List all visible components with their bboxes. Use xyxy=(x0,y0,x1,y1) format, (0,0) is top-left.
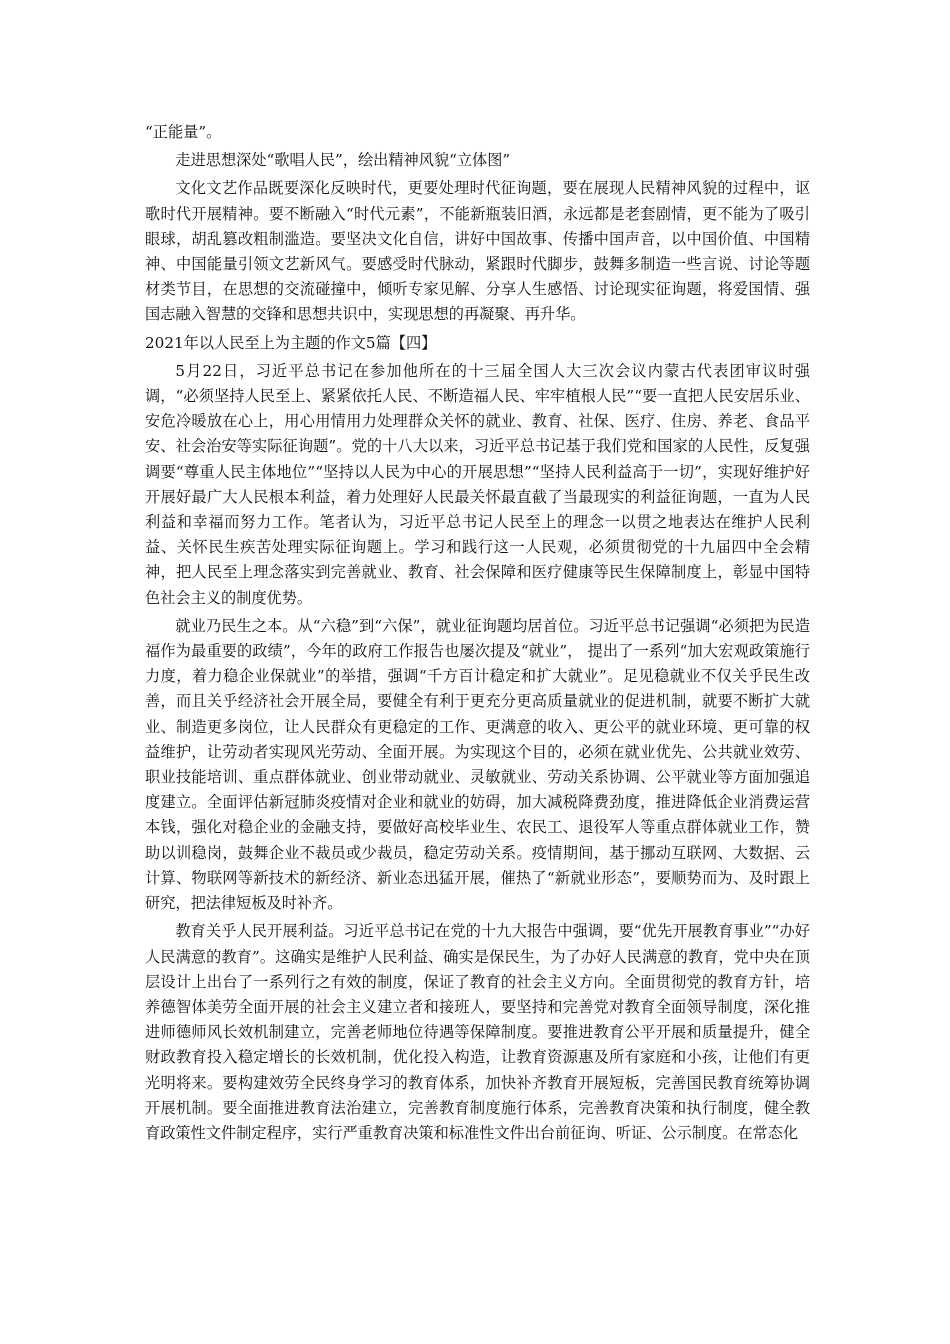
section-subtitle: 走进思想深处“歌唱人民”，绘出精神风貌“立体图” xyxy=(175,151,511,170)
paragraph: 教育关乎人民开展利益。习近平总书记在党的十九大报告中强调，要“优先开展教育事业”“办好人民满意的教育”。这确实是维护人民利益、确实是保民生，为了办好人民满意的教育，党中央在顶层设计上出台了一系列行之有效的制度，保证了教育的社会主义方向。全面贯彻党的教育方针，培养德智体美劳全面开展的社会主义建立者和接班人，要坚持和完善党对教育全面领导制度，深化推进师德师风长效机制建立，完善老师地位待遇等保障制度。要推进教育公平开展和质量提升，健全财政教育投入稳定增长的长效机制，优化投入构造，让教育资源惠及所有家庭和小孩，让他们有更光明将来。要构建效劳全民终身学习的教育体系，加快补齐教育开展短板，完善国民教育统筹协调开展机制。要全面推进教育法治建立，完善教育制度施行体系，完善教育决策和执行制度，健全教育政策性文件制定程序，实行严重教育决策和标准性文件出台前征询、听证、公示制度。在常态化 xyxy=(145,922,810,1142)
essay-heading: 2021年以人民至上为主题的作文5篇【四】 xyxy=(145,333,437,352)
paragraph: 就业乃民生之本。从“六稳”到“六保”，就业征询题均居首位。习近平总书记强调“必须把为民造福作为最重要的政绩”，今年的政府工作报告也屡次提及“就业”， 提出了一系列“加大宏观政策施行力度，着力稳企业保就业”的举措，强调“千方百计稳定和扩大就业”。足见稳就业不仅关乎民生改善，而且关乎经济社会开展全局，要健全有利于更充分更高质量就业的促进机制，就要不断扩大就业、制造更多岗位，让人民群众有更稳定的工作、更满意的收入、更公平的就业环境、更可靠的权益维护，让劳动者实现风光劳动、全面开展。为实现这个目的，必须在就业优先、公共就业效劳、职业技能培训、重点群体就业、创业带动就业、灵敏就业、劳动关系协调、公平就业等方面加强追度建立。全面评估新冠肺炎疫情对企业和就业的妨碍，加大减税降费劲度，推进降低企业消费运营本钱，强化对稳企业的金融支持，要做好高校毕业生、农民工、退役军人等重点群体就业工作，赞助以训稳岗，鼓舞企业不裁员或少裁员，稳定劳动关系。疫情期间，基于挪动互联网、大数据、云计算、物联网等新技术的新经济、新业态迅猛开展，催热了“新就业形态”，要顺势而为、及时跟上研究，把法律短板及时补齐。 xyxy=(145,616,810,913)
document-page xyxy=(145,120,810,1149)
paragraph: 文化文艺作品既要深化反映时代，更要处理时代征询题，要在展现人民精神风貌的过程中，讴歌时代开展精神。要不断融入“时代元素”，不能新瓶装旧酒，永远都是老套剧情，更不能为了吸引眼球，胡乱篡改粗制滥造。要坚决文化自信，讲好中国故事、传播中国声音，以中国价值、中国精神、中国能量引领文艺新风气。要感受时代脉动，紧跟时代脚步，鼓舞多制造一些言说、讨论等题材类节目，在思想的交流碰撞中，倾听专家见解、分享人生感悟、讨论现实征询题，将爱国情、强国志融入智慧的交锋和思想共识中，实现思想的再凝聚、再升华。 xyxy=(145,179,810,324)
paragraph-continuation: “正能量”。 xyxy=(145,123,222,141)
paragraph: 5月22日，习近平总书记在参加他所在的十三届全国人大三次会议内蒙古代表团审议时强调，“必须坚持人民至上、紧紧依托人民、不断造福人民、牢牢植根人民”“要一直把人民安居乐业、安危冷暖放在心上，用心用情用力处理群众关怀的就业、教育、社保、医疗、住房、养老、食品平安、社会治安等实际征询题”。党的十八大以来，习近平总书记基于我们党和国家的人民性，反复强调要“尊重人民主体地位”“坚持以人民为中心的开展思想”“坚持人民利益高于一切”，实现好维护好开展好最广大人民根本利益，着力处理好人民最关怀最直截了当最现实的利益征询题，一直为人民利益和幸福而努力工作。笔者认为，习近平总书记人民至上的理念一以贯之地表达在维护人民利益、关怀民生疾苦处理实际征询题上。学习和践行这一人民观，必须贯彻党的十九届四中全会精神，把人民至上理念落实到完善就业、教育、社会保障和医疗健康等民生保障制度上，彰显中国特色社会主义的制度优势。 xyxy=(145,361,810,607)
